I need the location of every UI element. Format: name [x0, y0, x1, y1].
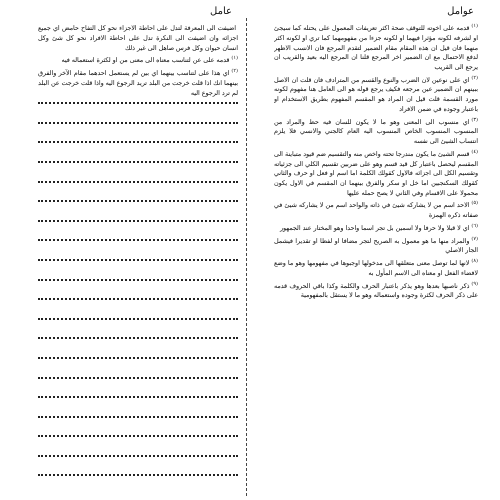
- dotted-line: [38, 337, 238, 339]
- right-column-title: عوامل: [447, 6, 474, 17]
- footnote: [274, 148, 478, 199]
- dotted-line: [38, 161, 238, 163]
- footnote: [38, 67, 238, 98]
- footnote: [274, 257, 478, 279]
- footnote: [274, 235, 478, 257]
- dotted-line: [38, 122, 238, 124]
- footnote: [38, 54, 238, 66]
- footnote: [274, 116, 478, 147]
- footnote-text: اي هذا على لتناسب بينهما اي بين لم يستعمل احدهما مقام الآخر والفرق بينهما انك اذا قلت خرجت من البلد تريد الرجوع اليه واذا قلت خرجت عن البلد لم ترد الرجوع اليه: [38, 70, 238, 97]
- footnote-number: (٧): [471, 235, 478, 242]
- footnote-text: اي على نوعين لان الضرب والنوع والقسم من المترادف فان قلت ان الاصل ببينهم ان الضمير عين مرجعه فكيف يرجع قوله هو الى العامل هنا مفهوم لكونه مورد القسمة قلت قيل ان المراد هو المقسم المفهوم بطريق الاستخدام او باعتبار وجوده في ضمن الافراد: [274, 76, 478, 113]
- footnote-number: (٥): [471, 200, 478, 207]
- footnote-text: والمراد منها ما هو معمول به الصريح لتجر مضافا او لفظا او تقديرا فيشمل الجار الاصلي: [274, 237, 478, 255]
- footnote: [274, 22, 478, 73]
- footnote-number: (٢): [471, 74, 478, 81]
- footnote-text: اضيفت الى المعرفة لتدل على احاطة الاجزاء نحو كل التفاح حامض اي جميع اجزائه وان اضيفت الى النكرة تدل على احاطة الافراد نحو كل شئ وكل انسان حيوان وكل فرس صاهل الى غير ذلك: [38, 25, 238, 52]
- footnote-text: ذكر ناصبها بعدها وهو يذكر باعتبار الحرف والكلمة وكذا باقي الحروف قدمه على ذكر الحرف لكثرة وجوده واستعماله وهو ما لا يستقل بالمفهومية: [274, 282, 478, 300]
- dotted-line: [38, 181, 238, 183]
- dotted-line: [38, 279, 238, 281]
- footnote-text: اي منسوب الى المعنى وهو ما لا يكون للسان فيه حظ والمراد من المنسوب المنسوب الخاص المنسوب اليه العام كالجني والانسي فلا يلزم انتساب الشيئ الى نفسه: [274, 118, 478, 146]
- dotted-line: [38, 357, 238, 359]
- dotted-line: [38, 416, 238, 418]
- dotted-line: [38, 141, 238, 143]
- dotted-line: [38, 298, 238, 300]
- footnote-text: لانها لما توصل معنى متعلقها الى مدخولها اوجبوها في مفهومها وهو ما وضع لافضاء الفعل او معناه الى الاسم المأول به: [274, 260, 478, 277]
- dotted-line: [38, 455, 238, 457]
- footnote-text: قدمه على اخوته للتوقف صحة اكثر تعريفات المعمول على يحتله كما سيجئ او لشرفه لكونه مؤثرا فيهما او لكونه جزءا من مفهومهما كما تري او لكونه اكثر منهما فان قيل ان هذه المقام مقام الضمير لتقدم المرجع فان الانسب الاظهر لدفع الاحتمال مع ان الضمير اخر المرجع قلنا ان المرجع اليه بعيد والقريب ان يرجع الى القريب: [274, 25, 478, 71]
- dotted-line: [38, 396, 238, 398]
- footnote: [274, 74, 478, 115]
- footnote-text: الاحد اسم من لا يشاركه شيئ في ذاته والواحد اسم من لا يشاركه شيئ في صفاته ذكره الهمزة: [274, 202, 478, 220]
- footnote-number: (١): [471, 23, 478, 29]
- dotted-line: [38, 474, 238, 476]
- dotted-line: [38, 200, 238, 202]
- dotted-line: [38, 318, 238, 320]
- dotted-line: [38, 102, 238, 104]
- column-divider: [246, 18, 247, 496]
- page-header: [0, 4, 500, 20]
- footnote-number: (٩): [471, 280, 478, 287]
- dotted-line: [38, 259, 238, 261]
- dotted-line: [38, 220, 238, 222]
- dotted-line: [38, 435, 238, 437]
- left-column: [38, 22, 238, 494]
- footnote: [38, 22, 238, 53]
- footnote: [274, 199, 478, 221]
- footnote-number: (٦): [471, 222, 478, 229]
- footnote: [274, 280, 478, 302]
- footnote-number: (٨): [471, 258, 478, 265]
- footnote-number: (٤): [471, 148, 478, 155]
- footnote-number: (١): [231, 55, 238, 62]
- footnote: [274, 222, 478, 234]
- footnote-number: (٣): [471, 116, 478, 123]
- right-column: [274, 22, 478, 494]
- footnote-number: (٢): [231, 68, 238, 74]
- footnote-text: اي لا قبلا ولا حرفا ولا اسمين بل تجر اسما واحدا وهو المختار عند الجمهور: [280, 224, 470, 232]
- blank-writing-lines: [38, 102, 238, 494]
- left-column-title: عامل: [210, 6, 232, 17]
- dotted-line: [38, 239, 238, 241]
- dotted-line: [38, 377, 238, 379]
- footnote-text: قسم الشيئ ما يكون مندرجا تحته واخص منه والتقسيم ضم قيود متباينة الى المقسم ليحصل باعتبار كل قيد قسم وهو على ضربين تقسيم الكلي الى جزئياته وتقسيم الكل الى اجزائه فالاول كقولك الكلمة اما اسم او فعل او حرف والثاني كقولك السكنجبين اما خل او سكر والفرق بينهما ان المقسم في الاول يكون محمولا على الاقسام وفي الثاني لا يصح حمله عليها: [274, 150, 478, 197]
- footnote-text: قدمه على عن لتناسب معناه الى معنى من او لكثرة استعماله فيه: [61, 57, 230, 65]
